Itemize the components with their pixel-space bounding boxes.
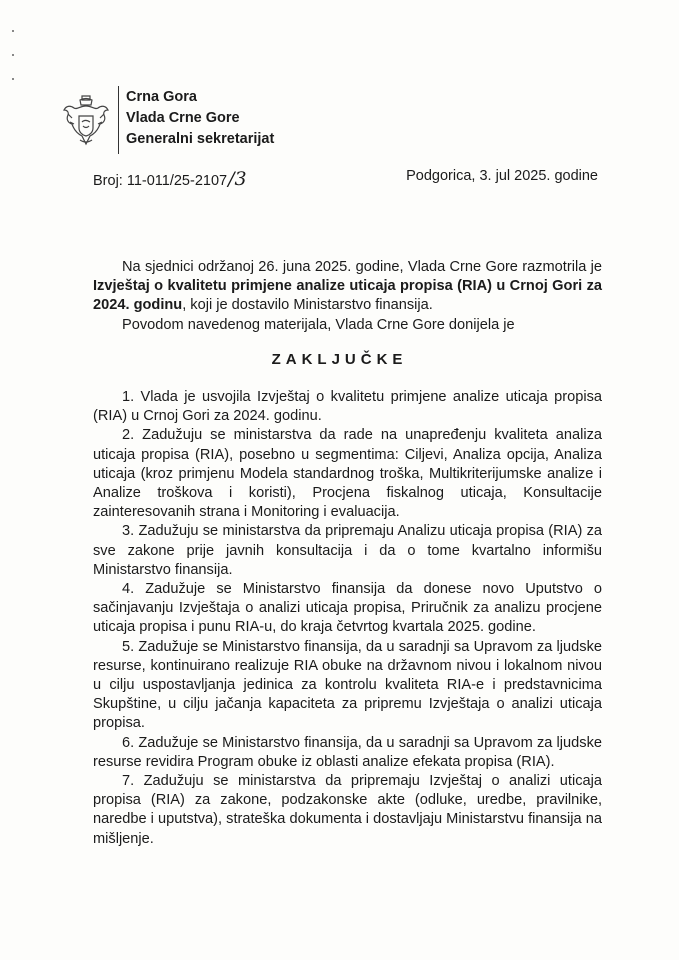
secretariat-name: Generalni sekretarijat [126, 131, 275, 147]
intro-section [93, 258, 602, 335]
intro-text-b: , koji je dostavilo Ministarstvo finansija. [182, 297, 433, 314]
country-name: Crna Gora [126, 89, 197, 105]
coat-of-arms-icon [62, 92, 110, 150]
conclusion-item: 2. Zadužuju se ministarstva da rade na unapređenju kvaliteta analiza uticaja propisa (RIA), posebno u segmentima: Ciljevi, Analiza opcija, Analiza uticaja (kroz primjenu Modela standardnog troška, Multikriterijumske analize i Analize troškova i koristi), Procjena fiskalnog uticaja, Konsultacije zainteresovanih strana i Monitoring i evaluacija. [93, 427, 602, 521]
government-name: Vlada Crne Gore [126, 110, 240, 126]
intro-paragraph [93, 258, 602, 316]
handwritten-suffix: /3 [228, 168, 247, 190]
conclusions-list [93, 388, 602, 849]
conclusion-item: 6. Zadužuje se Ministarstvo finansija, da u saradnji sa Upravom za ljudske resurse revidira Program obuke iz oblasti analize efekata propisa (RIA). [93, 734, 602, 770]
conclusion-item: 1. Vlada je usvojila Izvještaj o kvalitetu primjene analize uticaja propisa (RIA) u Crnoj Gori za 2024. godinu. [93, 389, 602, 425]
header-divider [118, 86, 119, 154]
conclusion-item: 7. Zadužuju se ministarstva da pripremaju Izvještaj o analizi uticaja propisa (RIA) za zakone, podzakonske akte (odluke, uredbe, pravilnike, naredbe i uputstva), strateška dokumenta i dostavljaju Ministarstvu finansija na mišljenje. [93, 773, 602, 847]
punch-marks [12, 30, 24, 90]
conclusion-item: 4. Zadužuje se Ministarstvo finansija da donese novo Uputstvo o sačinjavanju Izvještaja o analizi uticaja propisa, Priručnik za analizu procjene uticaja propisa i punu RIA-u, do kraja četvrtog kvartala 2025. godine. [93, 581, 602, 636]
intro-text-a: Na sjednici održanoj 26. juna 2025. godine, Vlada Crne Gore razmotrila je [122, 259, 602, 275]
conclusions-heading: ZAKLJUČKE [271, 351, 408, 368]
reference-number [93, 168, 247, 190]
conclusion-item: 5. Zadužuje se Ministarstvo finansija, da u saradnji sa Upravom za ljudske resurse, kontinuirano realizuje RIA obuke na državnom nivou i lokalnom nivou u cilju uspostavljanja jedinica za kontrolu kvaliteta RIA-e i predstavnicima Skupštine, u cilju jačanja kapaciteta za pripremu Izvještaja o analizi uticaja propisa. [93, 638, 602, 732]
conclusion-item: 3. Zadužuju se ministarstva da pripremaju Analizu uticaja propisa (RIA) za sve zakone prije javnih konsultacija i da o tome kvartalno informišu Ministarstvo finansija. [93, 523, 602, 578]
issuer-block [126, 87, 274, 150]
report-title: Izvještaj o kvalitetu primjene analize uticaja propisa (RIA) u Crnoj Gori za 2024. godinu [93, 278, 602, 314]
document-date: Podgorica, 3. jul 2025. godine [406, 168, 598, 184]
intro-paragraph-2: Povodom navedenog materijala, Vlada Crne Gore donijela je [122, 316, 515, 333]
reference-label: Broj: 11-011/25-2107 [93, 173, 228, 189]
